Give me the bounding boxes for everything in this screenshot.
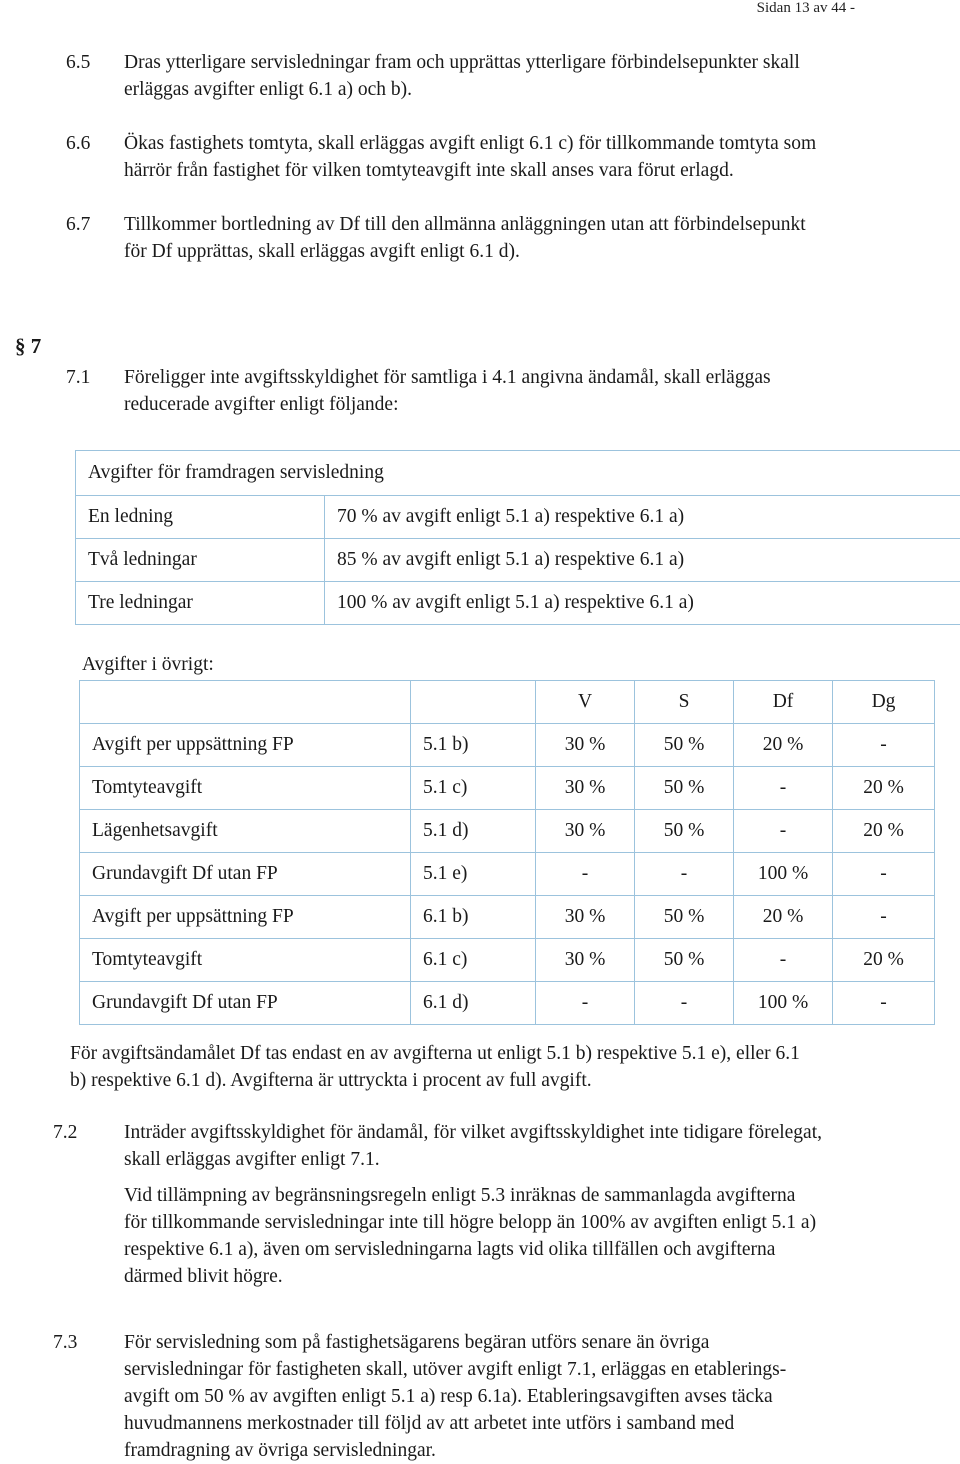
fee-v: 30 % (536, 724, 635, 767)
section-number-6-7: 6.7 (66, 214, 91, 235)
fee-df: - (734, 767, 833, 810)
section-number-7-1: 7.1 (66, 367, 91, 388)
text-line: Vid tillämpning av begränsningsregeln enligt 5.3 inräknas de sammanlagda avgifterna (124, 1185, 796, 1206)
fee-name: Avgift per uppsättning FP (80, 724, 411, 767)
text-line: servisledningar för fastigheten skall, utöver avgift enligt 7.1, erläggas en etablerings- (124, 1359, 787, 1380)
fee-df: - (734, 810, 833, 853)
fee-s: - (635, 853, 734, 896)
table-row (80, 810, 935, 853)
table-row (80, 982, 935, 1025)
text-line: respektive 6.1 a), även om servisledningarna lagts vid olika tillfällen och avgifterna (124, 1239, 776, 1260)
fee-df: - (734, 939, 833, 982)
fee-ref: 5.1 e) (411, 853, 536, 896)
fee-name: Tomtyteavgift (80, 939, 411, 982)
text-line: därmed blivit högre. (124, 1266, 283, 1287)
text-line: För servisledning som på fastighetsägarens begäran utförs senare än övriga (124, 1332, 710, 1353)
header-cell (411, 681, 536, 724)
row-label: Tre ledningar (76, 582, 325, 625)
text-line: Inträder avgiftsskyldighet för ändamål, för vilket avgiftsskyldighet inte tidigare förelegat, (124, 1122, 822, 1143)
fee-ref: 5.1 d) (411, 810, 536, 853)
text-line: huvudmannens merkostnader till följd av att arbetet inte utförs i samband med (124, 1413, 735, 1434)
text-line: skall erläggas avgifter enligt 7.1. (124, 1149, 380, 1170)
text-line: Ökas fastighets tomtyta, skall erläggas avgift enligt 6.1 c) för tillkommande tomtyta som (124, 133, 817, 154)
fee-dg: - (833, 724, 935, 767)
paragraph-mark (15, 334, 41, 359)
section-text-6-5 (124, 49, 800, 103)
table-row (76, 539, 960, 582)
section-text-7-2 (124, 1119, 822, 1173)
fee-name: Avgift per uppsättning FP (80, 896, 411, 939)
fee-df: 20 % (734, 896, 833, 939)
fee-v: - (536, 853, 635, 896)
section-number-7-3: 7.3 (53, 1332, 78, 1353)
fee-ref: 5.1 c) (411, 767, 536, 810)
table-row (80, 896, 935, 939)
section-text-6-6 (124, 130, 816, 184)
servisledning-fee-table (75, 450, 960, 625)
fee-v: - (536, 982, 635, 1025)
row-label: En ledning (76, 496, 325, 539)
table-header-row (76, 451, 960, 496)
text-line: erläggas avgifter enligt 6.1 a) och b). (124, 79, 413, 100)
header-cell-df: Df (734, 681, 833, 724)
fee-df: 100 % (734, 853, 833, 896)
fee-ref: 6.1 b) (411, 896, 536, 939)
text-line: reducerade avgifter enligt följande: (124, 394, 399, 415)
section-text-6-7 (124, 211, 806, 265)
section-number-6-5: 6.5 (66, 52, 91, 73)
section-symbol: § (15, 334, 26, 358)
fee-v: 30 % (536, 896, 635, 939)
fee-name: Tomtyteavgift (80, 767, 411, 810)
fee-v: 30 % (536, 767, 635, 810)
paragraph-number: 7 (30, 334, 42, 358)
text-line: härrör från fastighet för vilken tomtyteavgift inte skall anses vara förut erlagd. (124, 160, 734, 181)
row-value: 85 % av avgift enligt 5.1 a) respektive 6.1 a) (325, 539, 960, 582)
fee-name: Lägenhetsavgift (80, 810, 411, 853)
text-line: för Df upprättas, skall erläggas avgift enligt 6.1 d). (124, 241, 520, 262)
text-line: framdragning av övriga servisledningar. (124, 1440, 436, 1461)
other-fees-label: Avgifter i övrigt: (82, 654, 214, 675)
header-cell-dg: Dg (833, 681, 935, 724)
fee-s: 50 % (635, 939, 734, 982)
fee-s: 50 % (635, 767, 734, 810)
row-value: 70 % av avgift enligt 5.1 a) respektive 6.1 a) (325, 496, 960, 539)
table-note (70, 1040, 800, 1094)
text-line: avgift om 50 % av avgiften enligt 5.1 a) resp 6.1a). Etableringsavgiften avses täcka (124, 1386, 773, 1407)
table-row (80, 853, 935, 896)
fee-ref: 6.1 d) (411, 982, 536, 1025)
fee-s: 50 % (635, 810, 734, 853)
fee-v: 30 % (536, 810, 635, 853)
fee-dg: 20 % (833, 939, 935, 982)
row-value: 100 % av avgift enligt 5.1 a) respektive 6.1 a) (325, 582, 960, 625)
table-row (80, 724, 935, 767)
fee-s: 50 % (635, 724, 734, 767)
text-line: Dras ytterligare servisledningar fram och upprättas ytterligare förbindelsepunkter skall (124, 52, 800, 73)
fee-df: 20 % (734, 724, 833, 767)
section-number-6-6: 6.6 (66, 133, 91, 154)
text-line: b) respektive 6.1 d). Avgifterna är uttryckta i procent av full avgift. (70, 1070, 592, 1091)
fee-df: 100 % (734, 982, 833, 1025)
row-label: Två ledningar (76, 539, 325, 582)
other-fees-table (79, 680, 935, 1025)
fee-dg: 20 % (833, 810, 935, 853)
text-line: Tillkommer bortledning av Df till den allmänna anläggningen utan att förbindelsepunkt (124, 214, 806, 235)
header-cell-s: S (635, 681, 734, 724)
section-text-7-1 (124, 364, 771, 418)
fee-dg: 20 % (833, 767, 935, 810)
section-number-7-2: 7.2 (53, 1122, 78, 1143)
section-text-7-2-para2 (124, 1182, 816, 1290)
fee-dg: - (833, 853, 935, 896)
text-line: för tillkommande servisledningar inte till högre belopp än 100% av avgiften enligt 5.1 a) (124, 1212, 817, 1233)
table-row (76, 496, 960, 539)
header-cell-v: V (536, 681, 635, 724)
table-row (80, 939, 935, 982)
text-line: Föreligger inte avgiftsskyldighet för samtliga i 4.1 angivna ändamål, skall erläggas (124, 367, 771, 388)
table-title: Avgifter för framdragen servisledning (76, 451, 960, 496)
page-number: Sidan 13 av 44 - (756, 0, 855, 16)
fee-ref: 6.1 c) (411, 939, 536, 982)
table-row (80, 767, 935, 810)
table-row (76, 582, 960, 625)
fee-s: - (635, 982, 734, 1025)
fee-s: 50 % (635, 896, 734, 939)
fee-ref: 5.1 b) (411, 724, 536, 767)
table-header-row (80, 681, 935, 724)
fee-dg: - (833, 896, 935, 939)
section-text-7-3 (124, 1329, 786, 1464)
text-line: För avgiftsändamålet Df tas endast en av avgifterna ut enligt 5.1 b) respektive 5.1 e), eller 6.1 (70, 1043, 800, 1064)
header-cell (80, 681, 411, 724)
fee-name: Grundavgift Df utan FP (80, 982, 411, 1025)
fee-dg: - (833, 982, 935, 1025)
fee-name: Grundavgift Df utan FP (80, 853, 411, 896)
fee-v: 30 % (536, 939, 635, 982)
